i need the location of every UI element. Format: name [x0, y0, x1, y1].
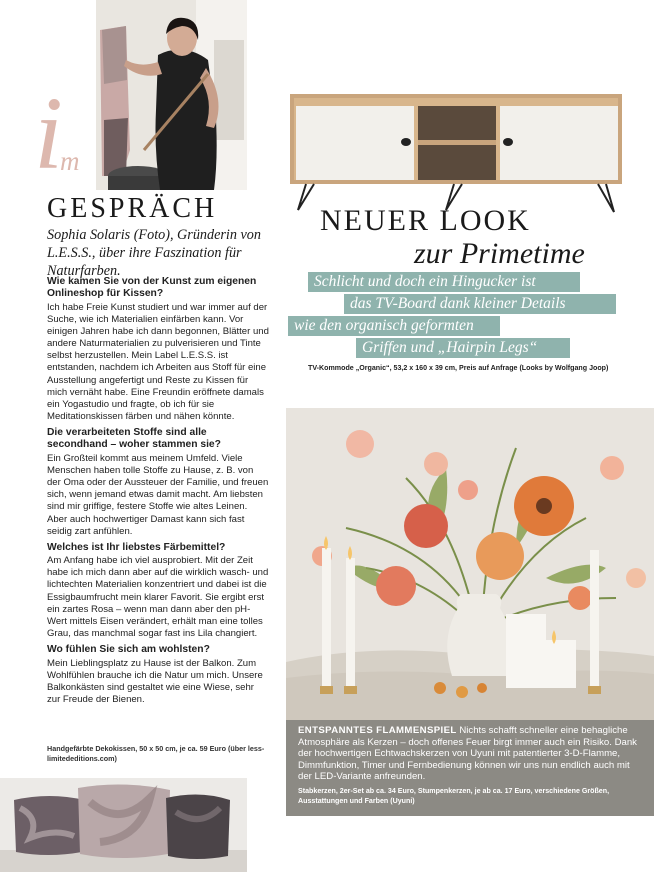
initial-letter: i — [34, 76, 63, 191]
flowers-candles-photo — [286, 408, 654, 720]
answer: Ich habe Freie Kunst studiert und war immer auf der Suche, wie ich Materialien einfärben kann. Vor einigen Jahren habe ich dann begonnen, Blätter und andere Naturmaterialien zu pulverisieren und Tinte selbst herzustellen. Mein Label L.E.S.S. ist entstanden, nachdem ich Arbeiten aus Stoff für eine Ausstellung angefertigt und Reste zu Kissen für mich vernäht habe. Eine Freundin eröffnete damals ein Yogastudio und fragte, ob ich für sie Meditationskissen färben und nähen könnte. — [47, 301, 269, 422]
interview-intro: Sophia Solaris (Foto), Gründerin von L.E.S.S., über ihre Faszination für Naturfarben. — [47, 227, 261, 279]
tv-board-illustration — [278, 76, 630, 216]
question: Die verarbeiteten Stoffe sind alle secondhand – woher stammen sie? — [47, 427, 221, 451]
cushion-illustration — [0, 778, 247, 872]
portrait-photo — [96, 0, 247, 190]
section-heading: GESPRÄCH — [47, 193, 218, 224]
teaser-line: wie den organisch geformten — [288, 316, 500, 336]
cushion-caption: Handgefärbte Dekokissen, 50 x 50 cm, je ca. 59 Euro (über less-limitededitions.com) — [47, 744, 265, 763]
initial-letter-small: m — [60, 146, 80, 176]
tv-headline-line1: NEUER LOOK — [320, 204, 531, 237]
teaser-line: Griffen und „Hairpin Legs“ — [356, 338, 570, 358]
tv-caption: TV-Kommode „Organic“, 53,2 x 160 x 39 cm, Preis auf Anfrage (Looks by Wolfgang Joop) — [308, 364, 609, 372]
cushion-photo — [0, 778, 247, 872]
candle-body-text — [298, 725, 642, 783]
tv-board-photo — [278, 76, 630, 216]
flowers-illustration — [286, 408, 654, 720]
answer: Mein Lieblingsplatz zu Hause ist der Balkon. Zum Wohlfühlen brauche ich die Natur um mich. Unsere Balkonkästen sind gestaltet wie eine Wiese, sehr zur Freude der Bienen. — [47, 657, 263, 705]
candle-lead: ENTSPANNTES FLAMMENSPIEL — [298, 725, 457, 736]
answer: Ein Großteil kommt aus meinem Umfeld. Viele Menschen haben tolle Stoffe zu Hause, z. B. von der Oma oder der Aussteuer der Familie, und freuen sich, wenn jemand etwas damit macht. Am liebsten sind mir griffige, festere Stoffe wie altes Leinen. Aber auch hochwertiger Damast kann sich fast seidig zart anfühlen. — [47, 452, 269, 537]
tv-headline-line2: zur Primetime — [414, 237, 585, 270]
question: Welches ist Ihr liebstes Färbemittel? — [47, 541, 226, 553]
teaser-line: Schlicht und doch ein Hingucker ist — [308, 272, 580, 292]
question: Wie kamen Sie von der Kunst zum eigenen Onlineshop für Kissen? — [47, 276, 257, 300]
portrait-illustration — [96, 0, 247, 190]
teaser-line: das TV-Board dank kleiner Details — [344, 294, 616, 314]
candle-body: Nichts schafft schneller eine behagliche Atmosphäre als Kerzen – doch offenes Feuer birgt immer auch ein Risiko. Dank der hochwertigen Echtwachskerzen von Uyuni mit patentierter 3-D-Flamme, Dimmfunktion, Timer und Fernbedienung können wir uns nun endlich auch mit der LED-Variante anfreunden. — [298, 725, 637, 783]
answer: Am Anfang habe ich viel ausprobiert. Mit der Zeit habe ich mich dann aber auf die wirklich wasch- und lichtechten Materialien konzentriert und dabei ist die Essigbaumfrucht mein klarer Favorit. Sie ergibt erst ein zartes Rosa – wenn man dann aber den pH-Wert mittels Eisen verändert, erhält man eine tolles Grau, das manchmal sogar fast ins Lila changiert. — [47, 555, 269, 640]
interview-article — [47, 276, 269, 736]
candle-caption: Stabkerzen, 2er-Set ab ca. 34 Euro, Stumpenkerzen, je ab ca. 17 Euro, verschiedene Größen, Ausstattungen und Farben (Uyuni) — [298, 786, 610, 805]
candle-text-box — [286, 720, 654, 816]
question: Wo fühlen Sie sich am wohlsten? — [47, 644, 210, 656]
